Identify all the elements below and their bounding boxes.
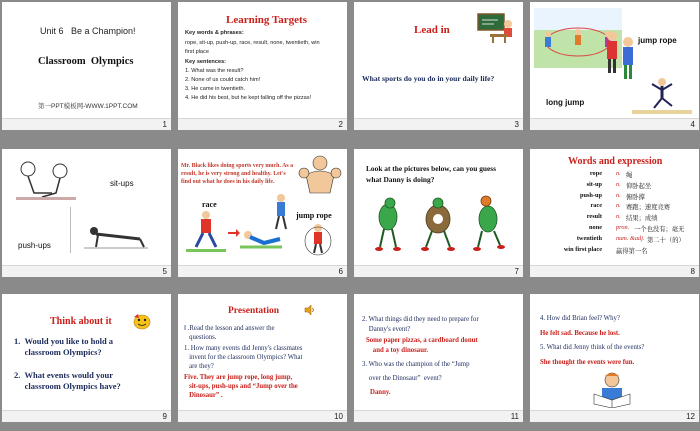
- target-line: first place: [185, 49, 209, 55]
- question-1: 1. How many events did Jenny's classmates invent for the classroom Olympics? What are they?: [184, 345, 303, 370]
- target-line: 1. What was the result?: [185, 68, 244, 74]
- question-3: 3. Who was the champion of the “Jump over the Dinosaur” event?: [362, 361, 470, 382]
- slide-number: 4: [690, 120, 695, 129]
- vocab-pos: num. &adj.: [616, 234, 645, 242]
- slide-title: Learning Targets: [226, 14, 307, 26]
- danny-dinosaur-pictures: [368, 189, 510, 257]
- arrow-icon: [228, 229, 240, 237]
- vocab-word: push-up: [579, 191, 602, 199]
- slide-thumbnail-8[interactable]: [530, 149, 699, 277]
- vocab-word: race: [590, 202, 602, 210]
- slide-number: 9: [162, 412, 167, 421]
- slide-thumbnail-2[interactable]: [178, 2, 347, 130]
- vocab-pos: n.: [616, 191, 621, 199]
- slide-thumbnail-3[interactable]: [354, 2, 523, 130]
- push-ups-illustration: [84, 221, 148, 251]
- vocab-meaning: 赢得第一名: [616, 247, 648, 255]
- jump-rope-label: jump rope: [296, 211, 332, 220]
- slide-thumbnail-7[interactable]: [354, 149, 523, 277]
- slide-thumbnail-4[interactable]: [530, 2, 699, 130]
- reading-boy-illustration: [590, 370, 636, 408]
- vocab-word: win first place: [563, 245, 602, 253]
- guess-question: Look at the pictures below, can you guess what Danny is doing?: [366, 164, 497, 184]
- vocab-pos: n.: [616, 180, 621, 188]
- vocab-word: rope: [589, 170, 602, 177]
- vocab-pos: pron.: [616, 224, 630, 231]
- vocab-meaning: 赛跑；速度竞赛: [626, 204, 671, 212]
- slide-number: 7: [514, 267, 519, 276]
- vocab-pos: n.: [616, 213, 621, 221]
- vocab-pos: n.: [616, 202, 621, 210]
- target-line: 3. He came in twentieth.: [185, 86, 246, 92]
- sit-ups-illustration: [12, 157, 82, 207]
- classroom-illustration: [476, 10, 516, 44]
- long-jump-illustration: [632, 74, 692, 114]
- site-watermark: 第一PPT模板网-WWW.1PPT.COM: [38, 103, 138, 110]
- intro-text: Mr. Black likes doing sports very much. As a result, he is very strong and healthy. Let's find out what he does in his daily life.: [181, 163, 294, 185]
- vocab-meaning: 仰卧起坐: [626, 182, 652, 190]
- target-line: rope, sit-up, push-up, race, result, none, twentieth, win: [185, 40, 320, 46]
- answer-3: Danny.: [370, 389, 391, 396]
- vocab-word: none: [589, 224, 602, 231]
- target-line: Key sentences:: [185, 59, 227, 65]
- slide-thumbnail-9[interactable]: [2, 294, 171, 422]
- slide-thumbnail-10[interactable]: [178, 294, 347, 422]
- slide-title: Words and expression: [568, 156, 663, 167]
- lead-question: What sports do you do in your daily life?: [362, 74, 495, 83]
- answer-4: He felt sad. Because he lost.: [540, 330, 620, 337]
- question-5: 5. What did Jenny think of the events?: [540, 344, 645, 351]
- question-2: 2. What events would your classroom Olympics have?: [14, 370, 121, 391]
- slide-thumbnail-6[interactable]: [178, 149, 347, 277]
- slide-title: Think about it: [50, 316, 112, 327]
- question-1: 1. Would you like to hold a classroom Olympics?: [14, 336, 114, 357]
- slide-number: 1: [162, 120, 167, 129]
- push-ups-label: push-ups: [18, 241, 51, 250]
- strongman-illustration: [298, 153, 342, 197]
- question-2: 2. What things did they need to prepare for Danny's event?: [362, 316, 479, 333]
- answer-5: She thought the events were fun.: [540, 359, 635, 366]
- answer-2: Some paper pizzas, a cardboard donut and a toy dinosaur.: [366, 337, 478, 354]
- vocab-meaning: 俯卧撑: [626, 193, 645, 201]
- vocab-pos: n.: [616, 170, 621, 177]
- target-line: Key words & phrases:: [185, 30, 244, 36]
- lesson-title: Classroom Olympics: [38, 56, 134, 67]
- vocab-meaning: 一个也没有；毫无: [634, 226, 685, 233]
- slide-number: 8: [690, 267, 695, 276]
- slide-thumbnail-12[interactable]: [530, 294, 699, 422]
- answer-1: Five. They are jump rope, long jump, sit-ups, push-ups and “Jump over the Dinosaur” .: [184, 374, 298, 399]
- slide-number: 12: [686, 412, 695, 421]
- slide-thumbnail-11[interactable]: [354, 294, 523, 422]
- vocab-word: result: [586, 213, 602, 221]
- vocab-meaning: 结果；成绩: [626, 215, 658, 223]
- race-illustration: [186, 209, 226, 253]
- long-jump-label: long jump: [546, 98, 585, 107]
- speaker-icon[interactable]: [304, 304, 316, 316]
- race-label: race: [202, 200, 217, 209]
- jumper-illustration: [270, 193, 292, 233]
- jump-rope-label: jump rope: [638, 36, 677, 45]
- slide-number: 11: [510, 412, 519, 421]
- slide-number: 2: [338, 120, 343, 129]
- slide-number: 3: [514, 120, 519, 129]
- vocab-word: sit-up: [586, 180, 602, 188]
- slide-number: 5: [162, 267, 167, 276]
- slide-number: 6: [338, 267, 343, 276]
- slide-title: Lead in: [414, 24, 450, 36]
- slide-thumbnail-1[interactable]: [2, 2, 171, 130]
- target-line: 2. None of us could catch him!: [185, 77, 261, 83]
- vocab-meaning: 第二十（的）: [647, 236, 685, 244]
- question-4: 4. How did Brian feel? Why?: [540, 315, 620, 322]
- slide-title: Presentation: [228, 306, 280, 316]
- slide-number: 10: [334, 412, 343, 421]
- unit-title: Unit 6 Be a Champion!: [40, 26, 136, 36]
- vocab-meaning: 绳: [626, 172, 633, 179]
- instruction-text: Ⅰ .Read the lesson and answer the questions.: [184, 325, 275, 341]
- sit-ups-label: sit-ups: [110, 179, 134, 188]
- rope-skipper-illustration: [304, 223, 332, 257]
- slide-thumbnail-5[interactable]: [2, 149, 171, 277]
- target-line: 4. He did his best, but he kept falling off the pizzas!: [185, 95, 312, 101]
- vocab-word: twentieth: [576, 234, 602, 242]
- smiley-icon: [132, 312, 152, 330]
